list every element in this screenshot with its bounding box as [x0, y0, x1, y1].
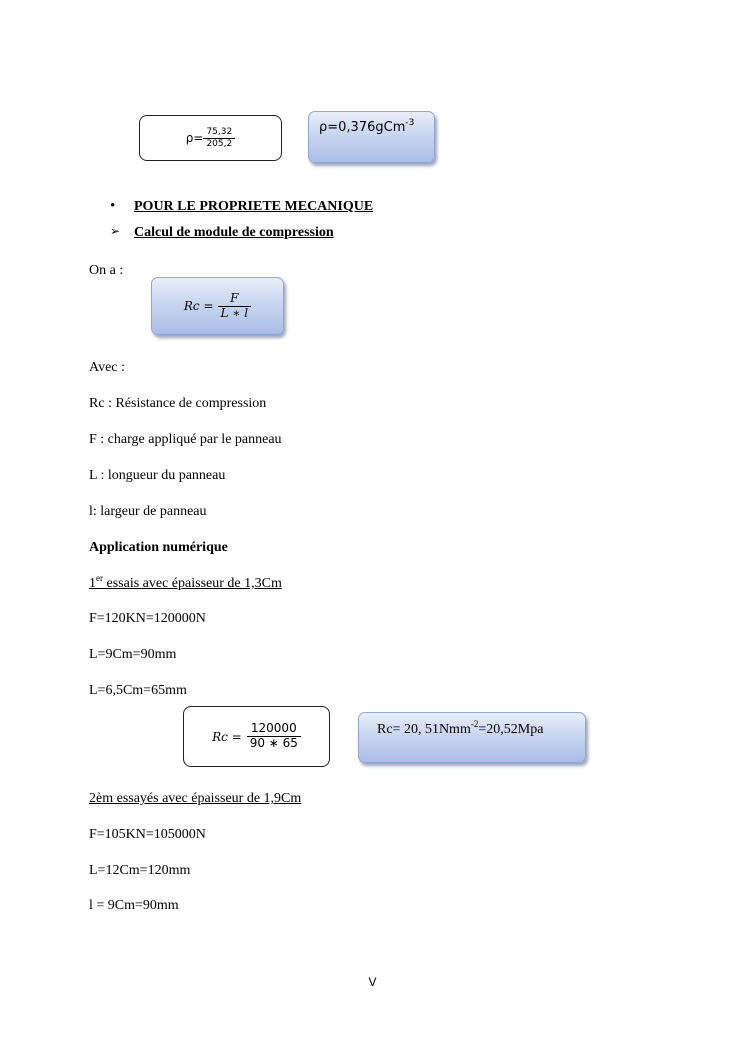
essai1-title-text: essais avec épaisseur de 1,3Cm	[103, 576, 282, 591]
application-title: Application numérique	[89, 540, 228, 555]
formula-lhs: Rc =	[183, 299, 214, 313]
definition-l: l: largeur de panneau	[89, 504, 207, 519]
density-result-box	[308, 111, 435, 163]
bullet-icon: •	[110, 198, 116, 214]
essai1-result-mpa: =20,52Mpa	[478, 722, 544, 737]
density-lhs: ρ=	[185, 131, 204, 145]
definition-rc: Rc : Résistance de compression	[89, 396, 267, 411]
essai2-width: l = 9Cm=90mm	[89, 898, 179, 913]
essai1-length: L=9Cm=90mm	[89, 647, 177, 662]
essai1-calc-numerator: 120000	[247, 722, 301, 737]
arrow-bullet-icon: ➢	[110, 224, 121, 238]
essai1-title	[89, 573, 282, 592]
essai2-title: 2èm essayés avec épaisseur de 1,9Cm	[89, 791, 302, 806]
section-subheading: Calcul de module de compression	[134, 225, 334, 240]
essai1-title-superscript: er	[96, 573, 103, 583]
density-denominator: 205,2	[206, 138, 233, 149]
formula-fraction	[218, 292, 252, 321]
essai1-calculation-box	[183, 706, 330, 767]
essai1-title-number: 1	[89, 576, 96, 591]
compression-formula-box	[151, 277, 284, 335]
essai1-calc-lhs: Rc =	[212, 729, 242, 744]
density-result-exponent: -3	[405, 118, 415, 128]
avec-label: Avec :	[89, 360, 125, 375]
section-heading: POUR LE PROPRIETE MECANIQUE	[134, 199, 374, 214]
essai1-result-box	[358, 712, 586, 763]
essai1-result-exponent: -2	[470, 719, 479, 729]
essai2-length: L=12Cm=120mm	[89, 863, 191, 878]
on-a-label: On a :	[89, 263, 124, 278]
formula-numerator: F	[218, 292, 252, 307]
essai1-width: L=6,5Cm=65mm	[89, 683, 187, 698]
essai1-result: Rc= 20, 51Nmm	[377, 722, 471, 737]
page-number: V	[368, 975, 377, 989]
density-formula-box	[139, 115, 282, 161]
essai1-force: F=120KN=120000N	[89, 611, 206, 626]
density-numerator: 75,32	[203, 127, 235, 138]
essai1-calc-denominator: 90 ∗ 65	[249, 736, 298, 750]
definition-f: F : charge appliqué par le panneau	[89, 432, 282, 447]
formula-denominator: L ∗ l	[220, 305, 249, 320]
density-result: ρ=0,376gCm	[319, 120, 406, 135]
density-fraction	[203, 127, 235, 149]
essai2-force: F=105KN=105000N	[89, 827, 206, 842]
essai1-calc-fraction	[247, 722, 301, 751]
definition-L: L : longueur du panneau	[89, 468, 226, 483]
